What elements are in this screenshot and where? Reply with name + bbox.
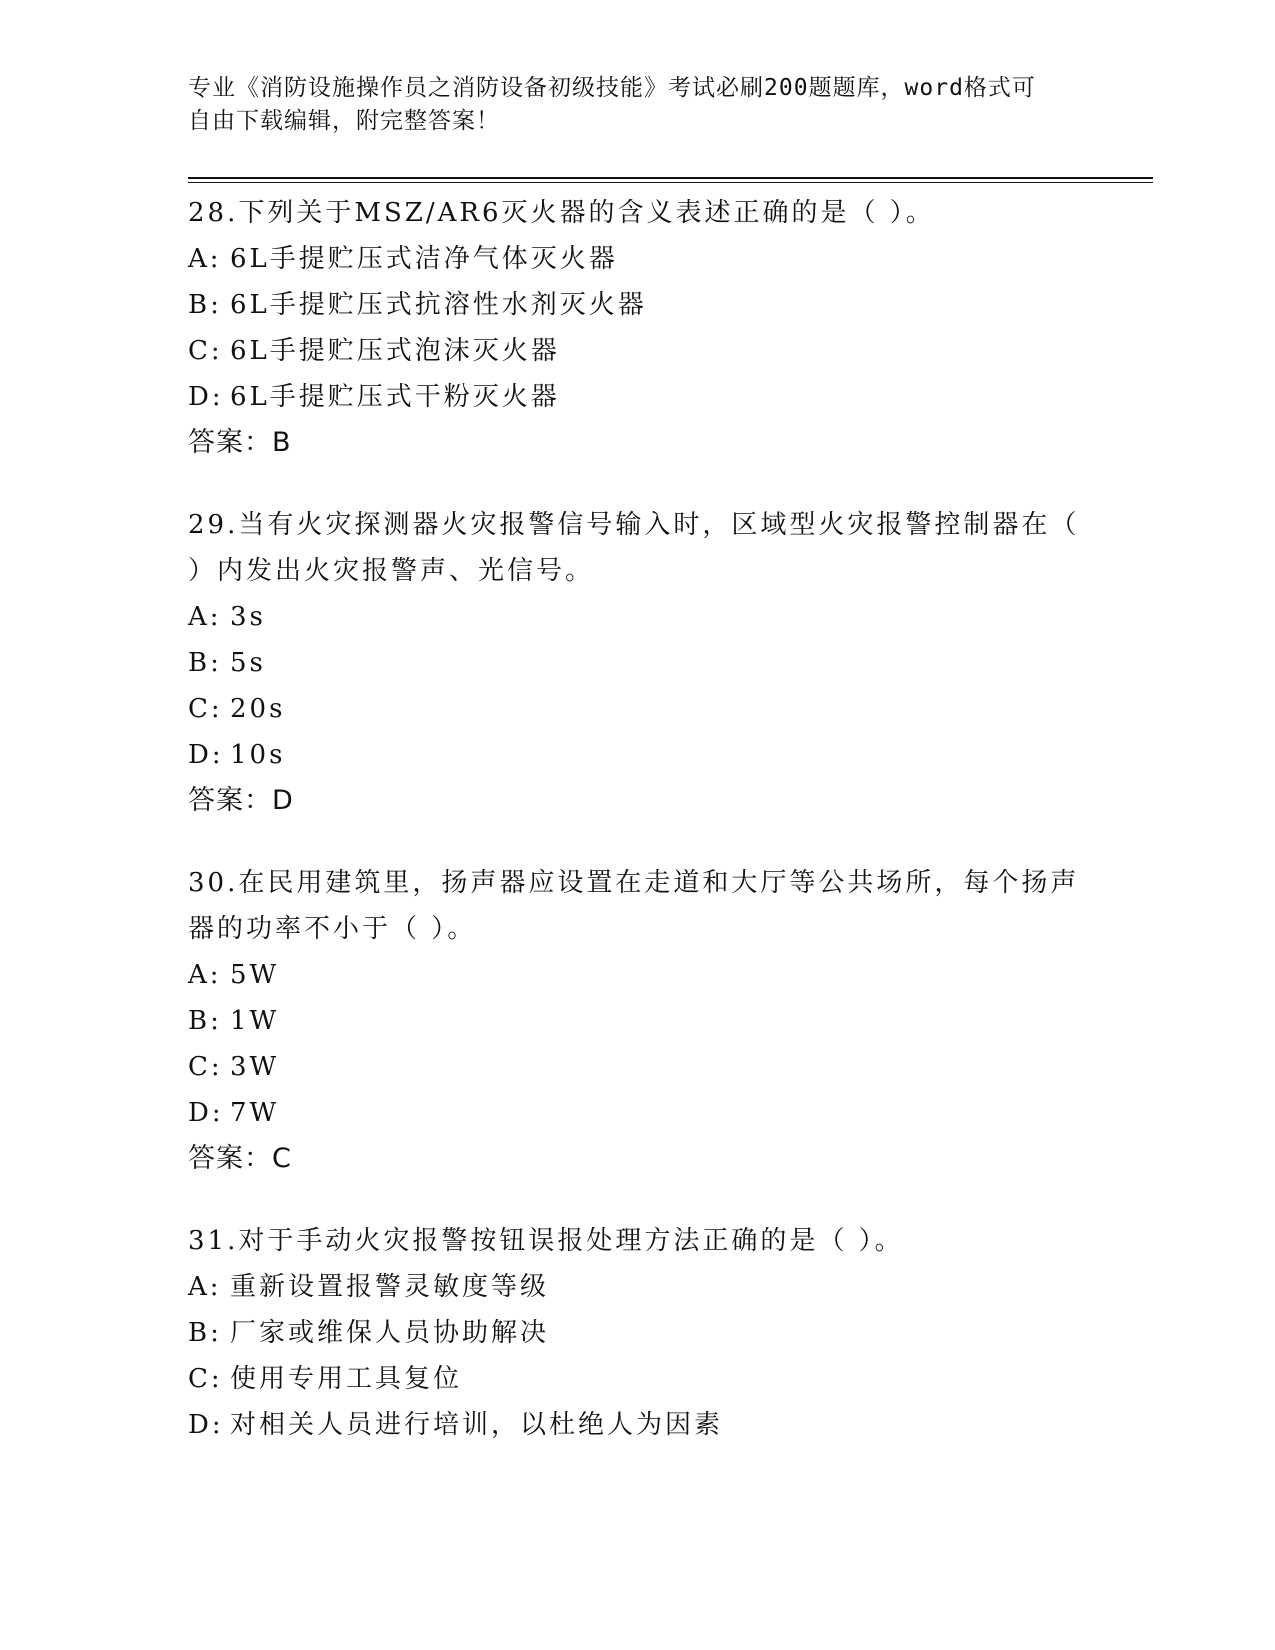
option-text: 使用专用工具复位 [230, 1364, 463, 1394]
header-line-1: 专业《消防设施操作员之消防设备初级技能》考试必刷200题题库，word格式可 [188, 75, 1036, 101]
answer-line: 答案：C [188, 1143, 292, 1174]
option-letter: D: [188, 1098, 224, 1128]
document-header [188, 72, 1088, 138]
option-letter: A: [188, 1272, 222, 1302]
answer-line: 答案：D [188, 785, 294, 816]
option-text: 20s [230, 694, 286, 724]
header-line-2: 自由下载编辑，附完整答案！ [188, 108, 500, 134]
option-text: 重新设置报警灵敏度等级 [230, 1272, 550, 1302]
option-text: 5s [230, 648, 266, 678]
option-c [188, 1356, 1088, 1402]
option-letter: D: [188, 382, 224, 412]
option-letter: B: [188, 1318, 222, 1348]
option-b [188, 640, 1088, 686]
option-letter: A: [188, 960, 222, 990]
question-30 [188, 860, 1088, 1182]
question-31 [188, 1218, 1088, 1448]
question-text: 31.对于手动火灾报警按钮误报处理方法正确的是（ ）。 [188, 1226, 904, 1256]
question-text: 29.当有火灾探测器火灾报警信号输入时，区域型火灾报警控制器在（ ）内发出火灾报警声、光信号。 [188, 510, 1080, 586]
question-text: 30.在民用建筑里，扬声器应设置在走道和大厅等公共场所，每个扬声器的功率不小于（ ）。 [188, 868, 1080, 944]
option-letter: B: [188, 1006, 222, 1036]
option-text: 6L手提贮压式洁净气体灭火器 [230, 244, 618, 274]
option-letter: C: [188, 694, 223, 724]
option-b [188, 998, 1088, 1044]
option-a [188, 594, 1088, 640]
option-c [188, 1044, 1088, 1090]
option-letter: D: [188, 740, 224, 770]
option-text: 厂家或维保人员协助解决 [230, 1318, 550, 1348]
option-letter: C: [188, 1364, 223, 1394]
question-29 [188, 502, 1088, 824]
option-letter: B: [188, 290, 222, 320]
question-list [188, 190, 1088, 1484]
option-d [188, 1090, 1088, 1136]
answer-line: 答案：B [188, 427, 292, 458]
option-text: 6L手提贮压式抗溶性水剂灭火器 [230, 290, 647, 320]
question-text: 28.下列关于MSZ/AR6灭火器的含义表述正确的是（ ）。 [188, 198, 935, 228]
option-letter: A: [188, 244, 222, 274]
option-letter: B: [188, 648, 222, 678]
option-d [188, 374, 1088, 420]
option-text: 6L手提贮压式干粉灭火器 [230, 382, 560, 412]
option-text: 6L手提贮压式泡沫灭火器 [230, 336, 560, 366]
option-text: 1W [230, 1006, 280, 1036]
option-text: 3W [230, 1052, 280, 1082]
option-b [188, 1310, 1088, 1356]
option-a [188, 1264, 1088, 1310]
option-b [188, 282, 1088, 328]
option-letter: C: [188, 336, 223, 366]
option-d [188, 1402, 1088, 1448]
question-28 [188, 190, 1088, 466]
option-text: 7W [230, 1098, 280, 1128]
option-a [188, 236, 1088, 282]
header-divider-thin [188, 182, 1153, 183]
option-letter: D: [188, 1410, 224, 1440]
option-text: 3s [230, 602, 266, 632]
option-text: 5W [230, 960, 280, 990]
option-letter: C: [188, 1052, 223, 1082]
option-c [188, 686, 1088, 732]
option-a [188, 952, 1088, 998]
header-divider-thick [188, 177, 1153, 179]
option-text: 10s [230, 740, 286, 770]
option-text: 对相关人员进行培训，以杜绝人为因素 [230, 1410, 724, 1440]
option-d [188, 732, 1088, 778]
option-c [188, 328, 1088, 374]
option-letter: A: [188, 602, 222, 632]
